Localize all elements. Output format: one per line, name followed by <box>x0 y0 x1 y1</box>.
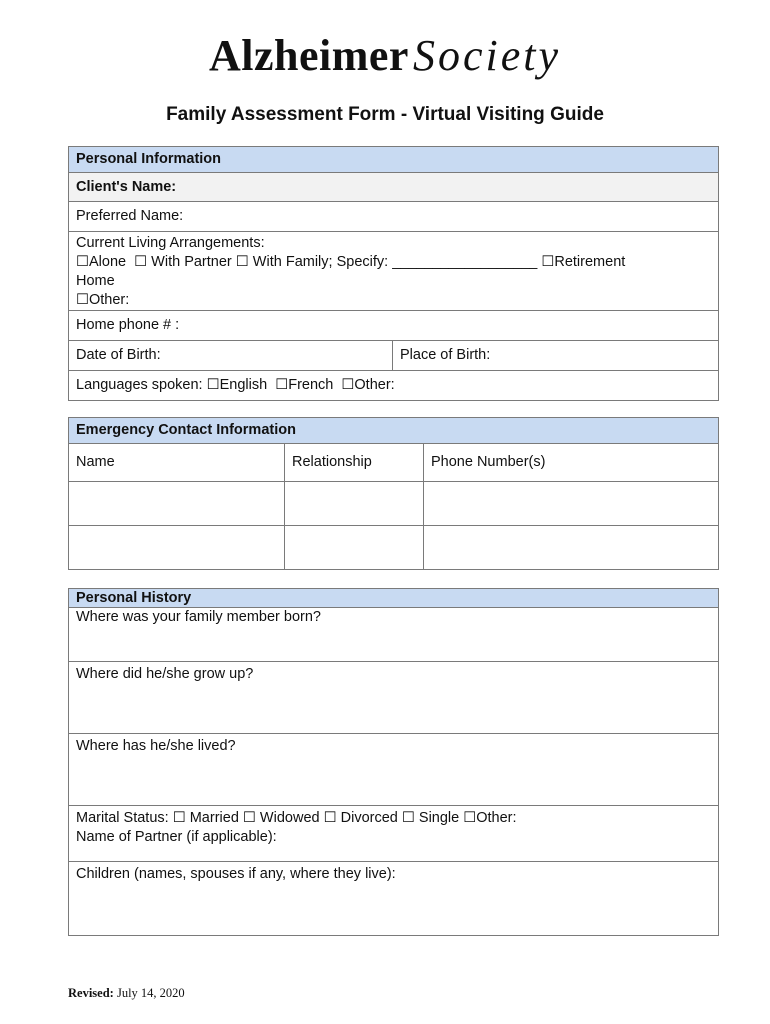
children-field[interactable]: Children (names, spouses if any, where they live): <box>69 862 719 936</box>
grow-up-question-field[interactable]: Where did he/she grow up? <box>69 662 719 734</box>
home-phone-field[interactable]: Home phone # : <box>69 311 719 341</box>
emergency-col-phone: Phone Number(s) <box>424 444 719 482</box>
emergency-row2-phone-cell[interactable] <box>424 526 719 570</box>
personal-history-table <box>68 588 719 936</box>
revision-footer <box>68 986 185 1001</box>
logo-word-alzheimer: Alzheimer <box>208 31 409 80</box>
marital-status-field[interactable] <box>69 806 719 862</box>
logo-word-society: Society <box>412 31 561 80</box>
revised-label: Revised: <box>68 986 114 1000</box>
living-arrangements-options[interactable]: ☐Alone ☐ With Partner ☐ With Family; Specify: __________________ ☐Retirement <box>76 254 626 270</box>
personal-information-header: Personal Information <box>69 147 719 173</box>
emergency-row1-relationship-cell[interactable] <box>285 482 424 526</box>
emergency-col-name: Name <box>69 444 285 482</box>
emergency-row2-name-cell[interactable] <box>69 526 285 570</box>
preferred-name-field[interactable]: Preferred Name: <box>69 202 719 232</box>
lived-question-field[interactable]: Where has he/she lived? <box>69 734 719 806</box>
emergency-row1-phone-cell[interactable] <box>424 482 719 526</box>
place-of-birth-field[interactable]: Place of Birth: <box>393 341 719 371</box>
partner-name-label: Name of Partner (if applicable): <box>76 829 277 845</box>
emergency-contact-table <box>68 417 719 570</box>
birthplace-question-field[interactable]: Where was your family member born? <box>69 608 719 662</box>
living-arrangements-options-cont: Home <box>76 273 115 289</box>
emergency-row1-name-cell[interactable] <box>69 482 285 526</box>
personal-history-header: Personal History <box>69 589 719 608</box>
alzheimer-society-logo <box>0 30 770 81</box>
date-of-birth-field[interactable]: Date of Birth: <box>69 341 393 371</box>
living-other-option[interactable]: ☐Other: <box>76 292 130 308</box>
living-arrangements-label: Current Living Arrangements: <box>76 235 265 251</box>
marital-status-options[interactable]: Marital Status: ☐ Married ☐ Widowed ☐ Divorced ☐ Single ☐Other: <box>76 810 517 826</box>
revised-date: July 14, 2020 <box>116 986 185 1000</box>
living-arrangements-field[interactable] <box>69 232 719 311</box>
emergency-row2-relationship-cell[interactable] <box>285 526 424 570</box>
form-title: Family Assessment Form - Virtual Visiting Guide <box>166 104 604 125</box>
emergency-contact-header: Emergency Contact Information <box>69 418 719 444</box>
client-name-field[interactable]: Client's Name: <box>69 173 719 202</box>
emergency-col-relationship: Relationship <box>285 444 424 482</box>
personal-information-table <box>68 146 719 401</box>
languages-field[interactable]: Languages spoken: ☐English ☐French ☐Other: <box>69 371 719 401</box>
